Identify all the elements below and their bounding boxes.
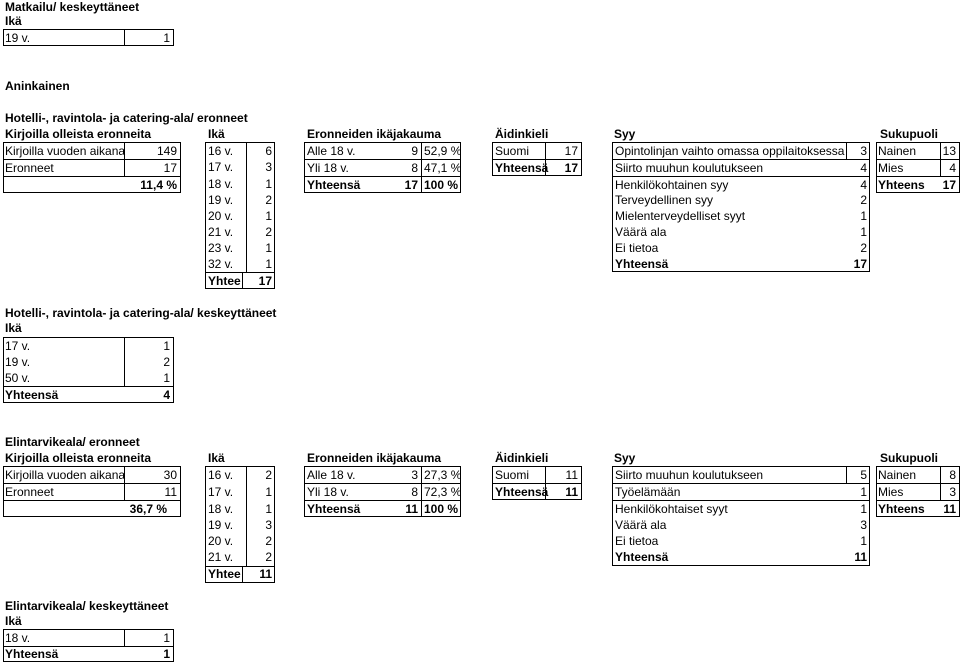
table-cell: Suomi [495, 144, 530, 158]
table-cell-value: 1 [163, 31, 170, 45]
table-cell-pct: 72,3 % [424, 485, 462, 499]
row-divider [304, 176, 461, 177]
table-total-value: 11 [854, 550, 867, 564]
table-cell-value: 1 [265, 502, 272, 516]
table-total-pct: 100 % [424, 502, 459, 516]
row-divider [876, 483, 960, 484]
table-cell-value: 8 [949, 468, 956, 482]
table-cell-value: 4 [860, 161, 867, 175]
table-cell: 19 v. [5, 355, 31, 369]
table-cell-value: 30 [163, 468, 177, 482]
column-header: Eronneiden ikäjakauma [307, 127, 442, 141]
table-cell-value: 1 [860, 209, 867, 223]
table-cell: Eronneet [5, 161, 54, 175]
row-divider [492, 159, 582, 160]
table-cell-value: 1 [163, 339, 170, 353]
row-divider [876, 159, 960, 160]
table-total-label: Yhteensä [495, 161, 549, 175]
table-cell: Yli 18 v. [307, 161, 349, 175]
table-cell-pct: 27,3 % [424, 468, 462, 482]
table-cell: Väärä ala [615, 518, 667, 532]
table-cell: Siirto muuhun koulutukseen [615, 468, 764, 482]
table-cell: 18 v. [208, 502, 234, 516]
table-cell-value: 5 [860, 468, 867, 482]
section-title: Hotelli-, ravintola- ja catering-ala/ eronneet [5, 111, 248, 125]
table-cell-value: 149 [156, 144, 177, 158]
table-total-value: 11 [565, 485, 578, 499]
table-cell: 50 v. [5, 371, 31, 385]
table-cell-value: 8 [411, 161, 418, 175]
cell-divider [421, 466, 422, 517]
location-title: Aninkainen [5, 79, 70, 93]
row-divider [304, 159, 461, 160]
table-total-label: Yhtee [208, 274, 241, 288]
cell-divider [124, 29, 125, 46]
table-cell-value: 1 [860, 485, 867, 499]
table-cell: 18 v. [208, 177, 234, 191]
column-header: Eronneiden ikäjakauma [307, 451, 442, 465]
table-cell: Opintolinjan vaihto omassa oppilaitoksessa [615, 144, 845, 158]
table-cell-value: 3 [949, 485, 956, 499]
table-cell-value: 3 [411, 468, 418, 482]
table-cell-value: 2 [265, 225, 272, 239]
table-total-value: 17 [564, 161, 578, 175]
table-total-value: 11 [943, 502, 956, 516]
table-total-value: 11 [259, 567, 272, 581]
table-cell: Mies [878, 485, 904, 499]
table-cell: 19 v. [5, 31, 31, 45]
table-cell-value: 3 [860, 518, 867, 532]
column-header: Äidinkieli [495, 451, 549, 465]
percentage-cell: 36,7 % [129, 502, 167, 516]
table-cell: Ei tietoa [615, 534, 659, 548]
table-total-value: 1 [163, 647, 170, 661]
table-total-value: 4 [163, 388, 170, 402]
row-divider [612, 159, 870, 160]
row-divider [3, 500, 181, 501]
row-divider [3, 386, 174, 387]
table-cell: 17 v. [208, 485, 234, 499]
table-total-label: Yhteensä [615, 257, 669, 271]
table-cell-value: 13 [942, 144, 956, 158]
table-cell: Eronneet [5, 485, 54, 499]
table-cell-value: 2 [265, 468, 272, 482]
table-cell: Mies [878, 161, 904, 175]
section-title: Matkailu/ keskeyttäneet [5, 0, 140, 14]
table-cell: Työelämään [615, 485, 681, 499]
table-cell-value: 3 [860, 144, 867, 158]
table-cell: 21 v. [208, 225, 234, 239]
row-divider [205, 272, 275, 273]
row-divider [3, 159, 181, 160]
table-cell: Nainen [878, 468, 917, 482]
column-header: Kirjoilla olleista eronneita [5, 127, 152, 141]
column-header: Sukupuoli [880, 451, 938, 465]
table-cell-value: 1 [265, 241, 272, 255]
table-cell-value: 3 [265, 160, 272, 174]
table-cell-pct: 47,1 % [424, 161, 462, 175]
table-cell-value: 2 [163, 355, 170, 369]
column-header-age: Ikä [5, 14, 22, 28]
table-cell: 19 v. [208, 193, 234, 207]
table-cell: 21 v. [208, 550, 234, 564]
section-title: Elintarvikeala/ eronneet [5, 435, 140, 449]
table-cell-value: 1 [163, 371, 170, 385]
table-cell: Ei tietoa [615, 241, 659, 255]
row-divider [612, 483, 870, 484]
table-total-label: Yhteensä [495, 485, 549, 499]
table-total-label: Yhteensä [307, 502, 361, 516]
table-cell-value: 1 [265, 209, 272, 223]
table-cell: Nainen [878, 144, 917, 158]
row-divider [3, 483, 181, 484]
cell-divider [124, 337, 125, 386]
table-cell-value: 3 [265, 518, 272, 532]
table-cell-value: 9 [411, 144, 418, 158]
cell-divider [421, 142, 422, 193]
section-title: Elintarvikeala/ keskeyttäneet [5, 599, 169, 613]
table-cell-value: 8 [411, 485, 418, 499]
table-cell: 16 v. [208, 468, 234, 482]
table-cell-value: 1 [265, 485, 272, 499]
table-cell: Terveydellinen syy [615, 193, 714, 207]
section-title: Hotelli-, ravintola- ja catering-ala/ keskeyttäneet [5, 306, 277, 320]
column-header-age: Ikä [5, 321, 22, 335]
column-header: Kirjoilla olleista eronneita [5, 451, 152, 465]
row-divider [876, 176, 960, 177]
table-cell-value: 1 [163, 631, 170, 645]
table-cell-pct: 52,9 % [424, 144, 462, 158]
column-header: Syy [614, 451, 636, 465]
table-cell-value: 1 [860, 502, 867, 516]
table-total-value: 17 [853, 257, 867, 271]
cell-divider [846, 466, 847, 483]
column-header: Äidinkieli [495, 127, 549, 141]
table-cell-value: 4 [949, 161, 956, 175]
table-total-label: Yhteensä [5, 388, 59, 402]
table-cell: Suomi [495, 468, 530, 482]
cell-divider [124, 629, 125, 646]
table-cell: Henkilökohtainen syy [615, 178, 729, 192]
table-cell-value: 1 [265, 257, 272, 271]
table-total-label: Yhteensä [5, 647, 59, 661]
table-total-value: 17 [258, 274, 272, 288]
table-cell: 17 v. [208, 160, 234, 174]
table-cell: 20 v. [208, 209, 234, 223]
row-divider [3, 176, 181, 177]
row-divider [876, 500, 960, 501]
table-cell: 19 v. [208, 518, 234, 532]
table-cell: Yli 18 v. [307, 485, 349, 499]
column-header: Sukupuoli [880, 127, 938, 141]
column-header: Ikä [208, 127, 225, 141]
table-cell-value: 1 [860, 534, 867, 548]
table-cell-value: 2 [265, 550, 272, 564]
column-header: Ikä [208, 451, 225, 465]
table-cell-value: 2 [860, 241, 867, 255]
table-cell-value: 1 [265, 177, 272, 191]
table-total-pct: 100 % [424, 178, 459, 192]
row-divider [612, 176, 870, 177]
table-cell-value: 2 [265, 534, 272, 548]
table-cell: Kirjoilla vuoden aikana [5, 468, 126, 482]
table-total-label: Yhteensä [307, 178, 361, 192]
table-cell: 20 v. [208, 534, 234, 548]
row-divider [612, 500, 870, 501]
table-cell: 23 v. [208, 241, 234, 255]
column-header: Syy [614, 127, 636, 141]
table-total-value: 17 [404, 178, 418, 192]
row-divider [492, 483, 582, 484]
table-cell: 32 v. [208, 257, 234, 271]
table-cell-value: 2 [860, 193, 867, 207]
table-cell: Kirjoilla vuoden aikana [5, 144, 126, 158]
table-cell-value: 6 [265, 144, 272, 158]
table-total-value: 17 [942, 178, 956, 192]
column-header-age: Ikä [5, 614, 22, 628]
table-cell-value: 11 [565, 468, 578, 482]
table-cell: Henkilökohtaiset syyt [615, 502, 728, 516]
table-cell: Alle 18 v. [307, 144, 356, 158]
table-total-value: 11 [405, 502, 418, 516]
row-divider [304, 500, 461, 501]
table-total-label: Yhteens [878, 502, 925, 516]
table-cell-value: 4 [860, 178, 867, 192]
table-cell: Väärä ala [615, 225, 667, 239]
table-cell-value: 17 [564, 144, 578, 158]
table-cell: Alle 18 v. [307, 468, 356, 482]
table-cell: 16 v. [208, 144, 234, 158]
table-cell-value: 1 [860, 225, 867, 239]
table-total-label: Yhtee [208, 567, 241, 581]
table-cell: 17 v. [5, 339, 31, 353]
table-total-label: Yhteens [878, 178, 925, 192]
table-cell-value: 2 [265, 193, 272, 207]
table-total-label: Yhteensä [615, 550, 669, 564]
row-divider [304, 483, 461, 484]
table-cell: Siirto muuhun koulutukseen [615, 161, 764, 175]
percentage-cell: 11,4 % [140, 178, 177, 192]
table-cell: Mielenterveydelliset syyt [615, 209, 746, 223]
table-cell: 18 v. [5, 631, 31, 645]
table-cell-value: 17 [163, 161, 177, 175]
table-cell-value: 11 [164, 485, 177, 499]
cell-divider [846, 142, 847, 159]
